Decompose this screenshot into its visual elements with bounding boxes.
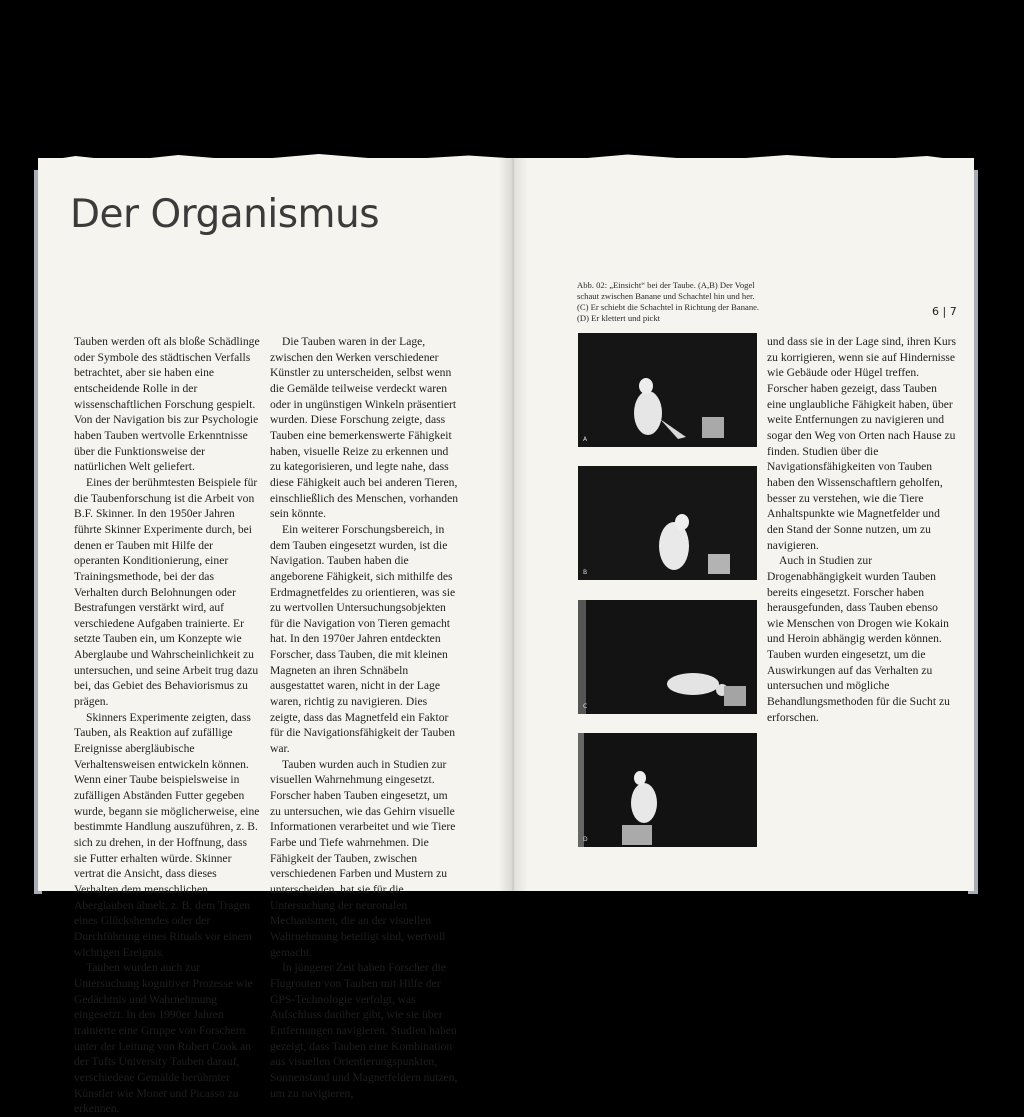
paragraph: Skinners Experimente zeigten, dass Tauben, als Reaktion auf zufällige Ereignisse abergläubische Verhaltensweisen entwickeln können. Wenn einer Taube beispielsweise in zufälligen Abständen Futter gegeben wurde, begann sie möglicherweise, eine bestimmte Handlung auszuführen, z. B. sich zu drehen, in der Hoffnung, dass sie Futter erhalten würde. Skinner vertrat die Ansicht, dass dieses Verhalten dem menschlichen Aberglauben ähnelt, z. B. dem Tragen eines Glückshemdes oder der Durchführung eines Rituals vor einem wichtigen Ereignis.	[74, 710, 260, 959]
text-column-2	[270, 334, 460, 1101]
figure-photo-b	[578, 466, 757, 580]
photo-label: A	[583, 436, 588, 443]
text-column-3	[767, 334, 957, 725]
figure-photo-a	[578, 333, 757, 447]
figure-photo-d	[578, 733, 757, 847]
pigeon-photo-d	[578, 733, 757, 847]
pigeon-photo-c	[578, 600, 757, 714]
paragraph: Auch in Studien zur Drogenabhängigkeit wurden Tauben bereits eingesetzt. Forscher haben herausgefunden, dass Tauben ebenso wie Menschen von Drogen wie Kokain und Heroin abhängig werden können. Tauben wurden eingesetzt, um die Auswirkungen auf das Verhalten zu untersuchen und mögliche Behandlungsmethoden für die Sucht zu erforschen.	[767, 554, 950, 724]
photo-label: B	[583, 569, 588, 576]
paragraph: Tauben wurden auch in Studien zur visuellen Wahrnehmung eingesetzt. Forscher haben Tauben eingesetzt, um zu untersuchen, wie das Gehirn visuelle Informationen verarbeitet und wie Tiere Farbe und Tiefe wahrnehmen. Die Fähigkeit der Tauben, zwischen verschiedenen Farben und Mustern zu unterscheiden, hat sie für die Untersuchung der neuronalen Mechanismen, die an der visuellen Wahrnehmung beteiligt sind, wertvoll gemacht.	[270, 757, 456, 959]
book-gutter	[498, 158, 528, 891]
pigeon-photo-a	[578, 333, 757, 447]
paragraph: Tauben werden oft als bloße Schädlinge oder Symbole des städtischen Verfalls betrachtet, aber sie haben eine entscheidende Rolle in der wissenschaftlichen Forschung gespielt. Von der Navigation bis zur Psychologie haben Tauben wertvolle Erkenntnisse über die Funktionsweise der natürlichen Welt geliefert.	[74, 335, 260, 474]
paragraph: Ein weiterer Forschungsbereich, in dem Tauben eingesetzt wurden, ist die Navigation. Tauben haben die angeborene Fähigkeit, sich mithilfe des Erdmagnetfeldes zu orientieren, was sie zu wertvollen Untersuchungsobjekten für die Navigation von Tieren gemacht hat. In den 1970er Jahren entdeckten Forscher, dass Tauben, die mit kleinen Magneten an ihren Schnäbeln ausgestattet waren, nicht in der Lage waren, richtig zu navigieren. Dies zeigte, dass das Magnetfeld ein Faktor für die Navigationsfähigkeit der Tauben war.	[270, 522, 456, 756]
paragraph: und dass sie in der Lage sind, ihren Kurs zu korrigieren, wenn sie auf Hindernisse wie Gebäude oder Hügel treffen. Forscher haben gezeigt, dass Tauben eine unglaubliche Fähigkeit haben, über weite Entfernungen zu navigieren und sogar den Weg von Orten nach Hause zu finden. Studien über die Navigationsfähigkeiten von Tauben haben den Wissenschaftlern geholfen, besser zu verstehen, wie die Tiere Anhaltspunkte wie Magnetfelder und den Stand der Sonne nutzen, um zu navigieren.	[767, 335, 957, 552]
photo-label: C	[583, 703, 588, 710]
figure-photo-c	[578, 600, 757, 714]
text-column-1	[74, 334, 260, 1117]
page-title: Der Organismus	[70, 192, 380, 237]
photo-label: D	[583, 836, 588, 843]
paragraph: Tauben wurden auch zur Untersuchung kognitiver Prozesse wie Gedächtnis und Wahrnehmung eingesetzt. In den 1990er Jahren trainierte eine Gruppe von Forschern unter der Leitung von Robert Cook an der Tufts University Tauben darauf, verschiedene Gemälde berühmter Künstler wie Monet und Picasso zu erkennen.	[74, 961, 253, 1116]
paragraph: Eines der berühmtesten Beispiele für die Taubenforschung ist die Arbeit von B.F. Skinner. In den 1950er Jahren führte Skinner Experimente durch, bei denen er Tauben mit Hilfe der operanten Konditionierung, einer Trainingsmethode, bei der das Verhalten durch Belohnungen oder Bestrafungen verstärkt wird, auf verschiedene Aufgaben trainierte. Er setzte Tauben ein, um Konzepte wie Aberglaube und Wahrscheinlichkeit zu untersuchen, und seine Arbeit trug dazu bei, das Gebiet des Behaviorismus zu prägen.	[74, 475, 259, 709]
pigeon-photo-b	[578, 466, 757, 580]
paragraph: Die Tauben waren in der Lage, zwischen den Werken verschiedener Künstler zu unterscheiden, selbst wenn die Gemälde teilweise verdeckt waren oder in ungünstigen Winkeln präsentiert wurden. Diese Forschung zeigte, dass Tauben eine bemerkenswerte Fähigkeit haben, visuelle Reize zu erkennen und zu kategorisieren, und legte nahe, dass diese Fähigkeit auch bei anderen Tieren, einschließlich des Menschen, vorhanden sein könnte.	[270, 335, 459, 521]
figure-caption: Abb. 02: „Einsicht“ bei der Taube. (A,B) Der Vogel schaut zwischen Banane und Schachtel hin und her. (C) Er schiebt die Schachtel in Richtung der Banane. (D) Er klettert und pickt	[577, 280, 760, 323]
paragraph: In jüngerer Zeit haben Forscher die Flugrouten von Tauben mit Hilfe der GPS-Technologie verfolgt, was Aufschluss darüber gibt, wie sie über Entfernungen navigieren. Studien haben gezeigt, dass Tauben eine Kombination aus visuellen Orientierungspunkten, Sonnenstand und Magnetfeldern nutzen, um zu navigieren,	[270, 961, 458, 1100]
page-number: 6 | 7	[932, 305, 957, 318]
